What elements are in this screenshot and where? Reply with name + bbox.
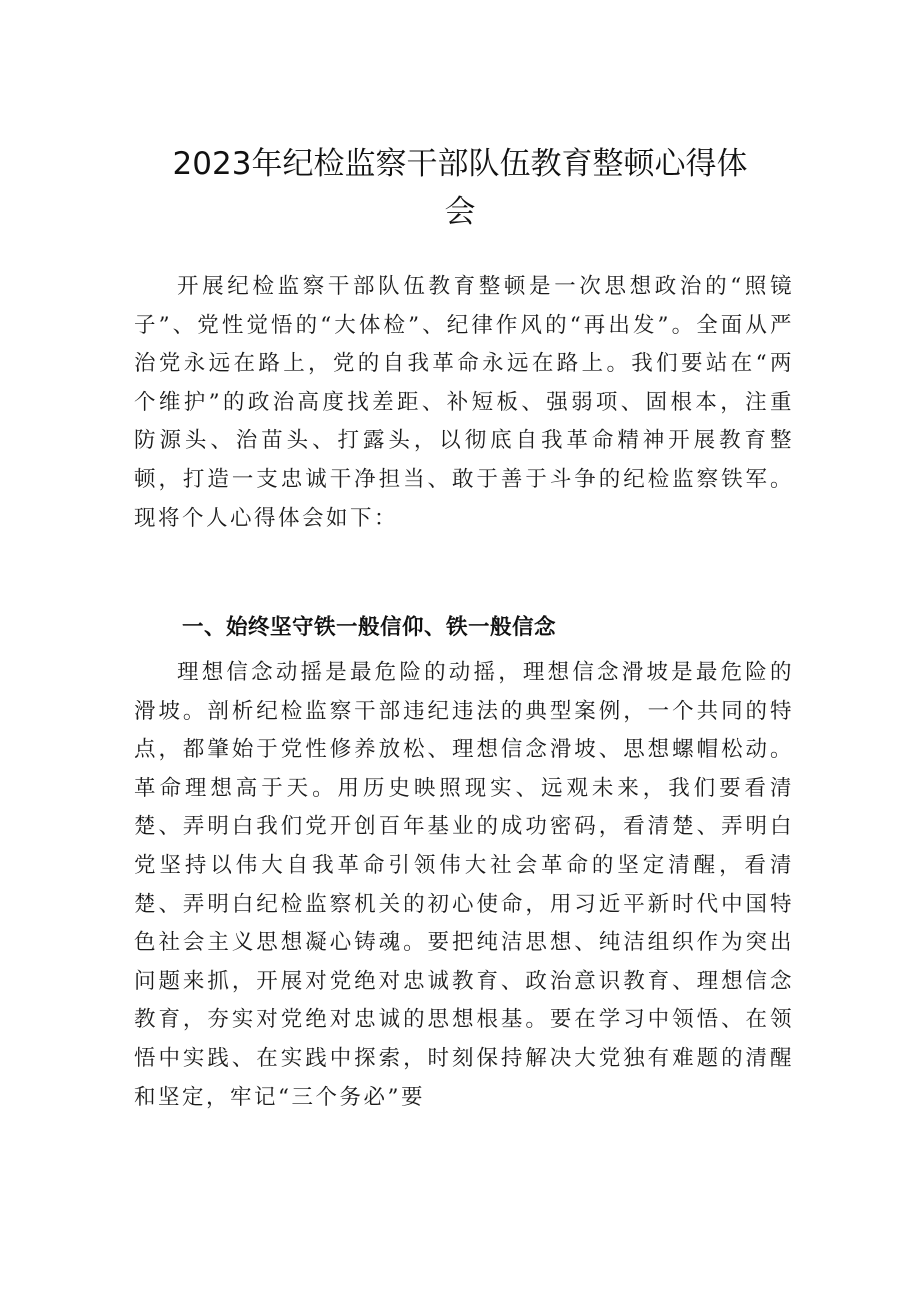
- document-title: [130, 140, 790, 236]
- intro-section: [134, 268, 794, 538]
- intro-paragraph: 开展纪检监察干部队伍教育整顿是一次思想政治的“照镜子”、党性觉悟的“大体检”、纪律作风的“再出发”。全面从严治党永远在路上，党的自我革命永远在路上。我们要站在“两个维护”的政治高度找差距、补短板、强弱项、固根本，注重防源头、治苗头、打露头，以彻底自我革命精神开展教育整顿，打造一支忠诚干净担当、敢于善于斗争的纪检监察铁军。现将个人心得体会如下：: [134, 274, 794, 531]
- section-1-body: [134, 654, 794, 1117]
- title-line-1: 2023年纪检监察干部队伍教育整顿心得体: [172, 146, 748, 182]
- section-heading-1: 一、始终坚守铁一般信仰、铁一般信念: [182, 615, 557, 640]
- title-line-2: 会: [444, 194, 476, 230]
- section-1-paragraph: 理想信念动摇是最危险的动摇，理想信念滑坡是最危险的滑坡。剖析纪检监察干部违纪违法的典型案例，一个共同的特点，都肇始于党性修养放松、理想信念滑坡、思想螺帽松动。革命理想高于天。用历史映照现实、远观未来，我们要看清楚、弄明白我们党开创百年基业的成功密码，看清楚、弄明白党坚持以伟大自我革命引领伟大社会革命的坚定清醒，看清楚、弄明白纪检监察机关的初心使命，用习近平新时代中国特色社会主义思想凝心铸魂。要把纯洁思想、纯洁组织作为突出问题来抓，开展对党绝对忠诚教育、政治意识教育、理想信念教育，夯实对党绝对忠诚的思想根基。要在学习中领悟、在领悟中实践、在实践中探索，时刻保持解决大党独有难题的清醒和坚定，牢记“三个务必”要: [134, 660, 794, 1110]
